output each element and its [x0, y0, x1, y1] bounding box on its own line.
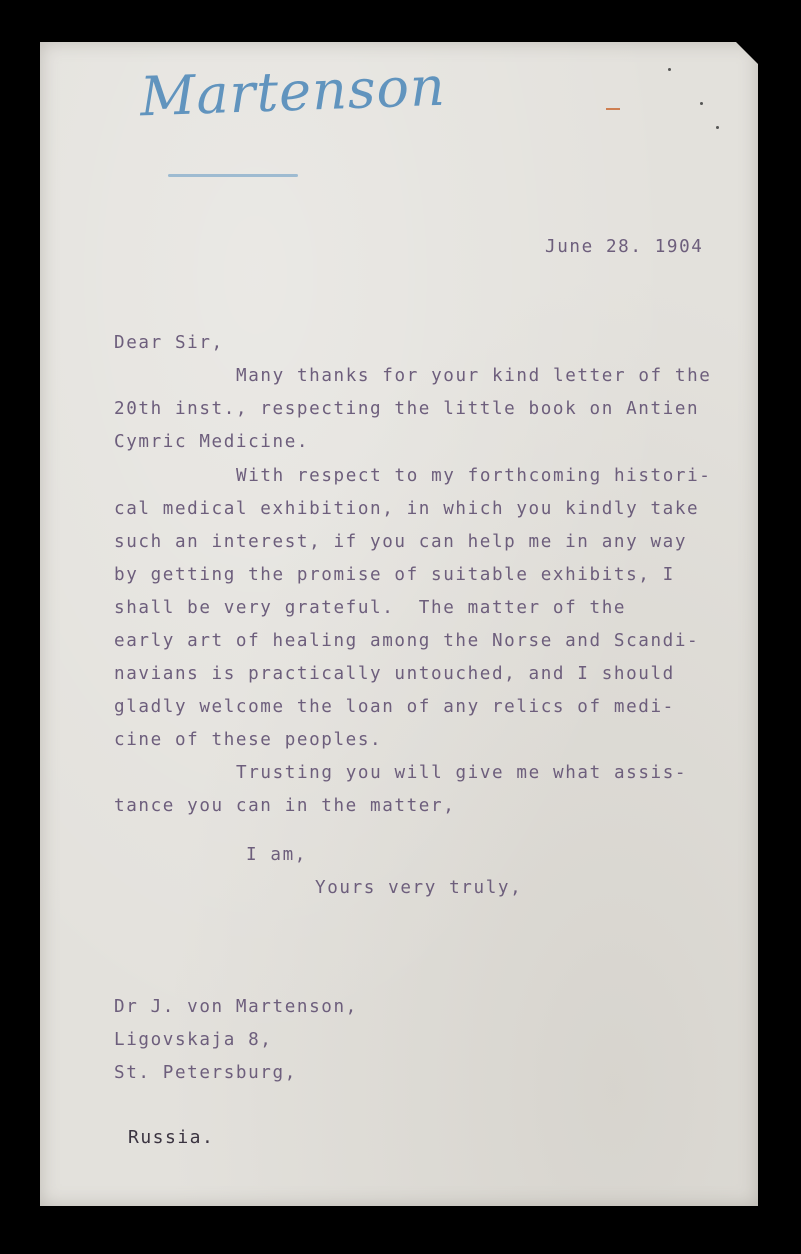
body-line: shall be very grateful. The matter of the	[114, 598, 627, 618]
body-line: cal medical exhibition, in which you kindly take	[114, 499, 700, 519]
pencil-underline	[168, 174, 298, 177]
closing-signoff: Yours very truly,	[315, 878, 523, 898]
body-line: Many thanks for your kind letter of the	[236, 366, 712, 386]
body-line: Cymric Medicine.	[114, 432, 310, 452]
body-line: tance you can in the matter,	[114, 796, 456, 816]
paper-speck	[668, 68, 671, 71]
recipient-street: Ligovskaja 8,	[114, 1030, 273, 1050]
recipient-name: Dr J. von Martenson,	[114, 997, 358, 1017]
body-line: Trusting you will give me what assis-	[236, 763, 688, 783]
orange-mark	[606, 108, 620, 110]
body-line: early art of healing among the Norse and Scandi-	[114, 631, 700, 651]
letter-page	[40, 42, 758, 1206]
salutation: Dear Sir,	[114, 333, 224, 353]
handwritten-annotation: Martenson	[138, 54, 447, 129]
body-line: such an interest, if you can help me in any way	[114, 532, 688, 552]
folded-corner	[736, 42, 758, 64]
recipient-city: St. Petersburg,	[114, 1063, 297, 1083]
body-line: by getting the promise of suitable exhibits, I	[114, 565, 675, 585]
closing-line: I am,	[246, 845, 307, 865]
body-line: navians is practically untouched, and I should	[114, 664, 675, 684]
paper-speck	[700, 102, 703, 105]
paper-speck	[716, 126, 719, 129]
body-line: 20th inst., respecting the little book on Antien	[114, 399, 700, 419]
body-line: gladly welcome the loan of any relics of medi-	[114, 697, 675, 717]
letter-date: June 28. 1904	[545, 237, 704, 257]
body-line: With respect to my forthcoming histori-	[236, 466, 712, 486]
body-line: cine of these peoples.	[114, 730, 383, 750]
recipient-country: Russia.	[128, 1127, 215, 1148]
